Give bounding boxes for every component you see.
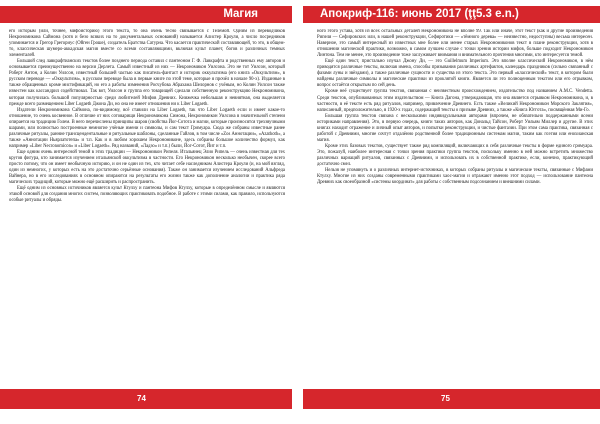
page-number: 74 <box>137 394 146 403</box>
paragraph: Еще одним очень интересной темой в этих традиции — Некрономикон Рипеля. Итальянец Элио Рипель — очень известная для тех кругов фигура, кто занимается изучением итальянской оккультизма в частности. Его Некрономикон несколько необычен, скорее всего просто потому, что он имеет необычную историю, и он не один из тех, кто читает себе наследником Алистера Кроули (и, на мой взгляд, один из немногих, у которых есть на это достаточно серьёзные основания). Также он занимается изучением исследований Альфреда Вайнера, но в его исследованиях в основном опираются на результаты его жизни также как дополнение аналогии и практика ряда магических традиций, которые можно ещё расширить и распространить. <box>9 149 285 186</box>
paragraph: его исторым (или, точнее, мифоисторию) этого текста, то она очень тесно связывается с Телемой. Одним из переводчиков Некрономикона Саймона (хотя и безо всяких на то документальных оснований) называется Алистер Кроули, а число посредников упоминается и Грегор Грегориус (Ойген Гроше), создатель Братства Сатурна. Что касается практической составляющей, то это, в общем-то, классическая шумеро-аккадская магия вместе со всеми составляющими, включая культ планет, богов и различных темных элементалей. <box>9 29 285 59</box>
paragraph: Большая группа текстов связана с несколькими индивидуальными авторами (впрочем, не обязательно поддержанными всеми историками направления). Это, в первую очередь, книги таких авторов, как Дональд Тайсон, Роберт Уильям Миллер и другие. В этих книгах находит отражение и личный опыт авторов, и попытки реконструкции, и чистые фантазии. При этом сама практика, связанная с работой с Древними, многие сочтут отдалённо родственной более традиционным системам магии, таким как гоэтия или енохианская магия. <box>317 113 593 143</box>
paragraph: Большой след лавкрафтианских текстов более позднего периода оставил с пантеоном Г. Ф. Лавкрафта и родственных ему авторов и основывается преимущественно на версии Дерлета. Самый известный из них — Некрономикон Уилсона. Это не тот Уилсон, который Роберт Антон, а Колин Уилсон, известный большей частью как писатель-фантаст и историк оккультизма (его книга «Оккультизм», в русском переводе — «Оккультизм», в русском переводе была в первые книге по этой теме, которые я прочёл в начале 90-х). Изданные в также обращенных кроме мистификаций, но его а работы изменения Росчубова Абрахама Шелорнов с учёным, но Колин Уилсон также известен как кассандрил содействовал. Так вот, Уилсон и группа его товарищей сделали собственную реконструкцию Некрономикона, которая получилась большой популярностью среди любителей Мифов Древних. Книжечка небольшая и невнятная, она выделяется прежде всего размещением Liber Logaeth Джона Ди, но она не имеет отношения ни к Liber Logaeth. <box>9 59 285 107</box>
paragraph: Издатели Некрономикона Саймона, по-видимому, всё ставили на Liber Logaeth, так что Liber Logaeth если и имеет какое-то отношение, то очень косвенное. В отличие от них сотоварищи Некрономикона Симона, Некрономикон Уилсона в значительной степени опирается на традицию Голем. В него перечислены принципы шаров (свойства Йог-Сотота и магии, которые произносятся трехзвучными шарами, или полностью построенные немногие учёные имени и символы, и сам текст Гримуара. Сюда же собраны известные ранее различные ритуалы, ранние трансцендентальные и ритуальные шаблоны, сделанные Гайлов, в том числе «Zos Аннотации», «Azathoth», а также «Аннотации Ньярлатотепа» и т.п. Как и в любом хорошем Некрономиконе, здесь собраны большое количество формул, как например «Liber Necronomicon» и «Liber Logaeth». Ряд названий, «Ладзо» и т.п.) были, Йог-Сотот, Йит и т.п. <box>9 107 285 149</box>
left-page-body <box>9 29 285 376</box>
left-page-footer <box>0 389 292 409</box>
page-number: 75 <box>441 394 450 403</box>
right-page-footer <box>303 389 600 409</box>
paragraph: Кроме этих базовых текстов, существует также ряд компиляций, включающих в себя различные тексты в форме единого гримуара. Это, пожалуй, наиболее интересная с точки зрения практики группа текстов, поскольку именно в ней можно встретить множество различных вариаций ритуалов, связанных с Древними, и использовать их в собственной практике, если, конечно, практикующий достаточно смел. <box>317 143 593 168</box>
right-page-body <box>317 29 593 376</box>
paragraph: Ещё один текст, пристально изучал Джону Ди, — это Guillelmum Imperium. Это вполне классический Некрономикон, в нём приводятся различные тексты, включая имена, способы призывания различных артефактов, календарь праздников (сильно связанный с фазами луны и звёздами), а также различные сущности и существа из этого текста. Это первый «классический» текст, в котором были найдены различные символы и магические практики из проклятой книги. Является ли это полноценным текстом или его отрывком, вопрос остаётся открытым по сей день. <box>317 59 593 89</box>
paragraph: ного этого устава, хотя из всех остальных деталей Некрономикона не вполне 99. Так или иначе, этот текст (как и другие произведения Рипеля — Сефировских или, в нашей реконструкции, Сефиротики — «тёмного дерева» — неизвестно, недоступны) весьма интересен. Наверное, это самый интересный из известных мне более или менее старых Некрономиконов текст в плане реконструкции, хотя в отношении магической практики, возможно, в самом лучшем случае с точки зрения истории мифов, больше подходит Некрономикон Линтона. Тем не менее, это произведение тоже заслуживает внимания и внимательного прочтения многими, кто интересуется темой. <box>317 29 593 59</box>
left-page-header <box>0 6 292 23</box>
issue-title: Апокриф-116: июнь 2017 (ţţ5.3 e.n.) <box>320 8 519 20</box>
right-page <box>300 0 600 424</box>
paragraph: Ещё одним из основных источников является культ Ктулху и пантеона Мифов Ктулху, которые в определённом смысле и являются этакой основой для создания многих систем, позволяющих практиковать подобное. В работе с этими силами, как правило, используются особые ритуалы и обряды. <box>9 186 285 204</box>
section-title: Магия <box>223 8 258 20</box>
paragraph: Кроме неё существует группа текстов, связанная с неизвестным происхождением, издательство под названием A.M.C. Vendetta. Среди текстов, опубликованных этим издательством — Книга Дагона, утверждающая, что она является отрывком Некрономикона, и, в частности, в её тексте есть ряд ритуалов, например, привлечение Древнего. Есть также «Великий Некрономикон Морского Заклятия», написанный, предположительно, в 1920-х годах, содержащий тексты о призыве Древних, а также «Книга Юггота», посвящённая Ми-Го. <box>317 89 593 113</box>
paragraph: Нельзя не упомянуть и о различных интернет-источниках, в которых собраны ритуалы и магические тексты, связанные с Мифами Ктулху. Многие из них созданы современными практиками хаос-магии и отражают именно этот подход — использование пантеона Древних как своеобразной «системы координат» для работы с собственным подсознанием и внешними силами. <box>317 168 593 186</box>
right-page-header <box>303 6 600 23</box>
